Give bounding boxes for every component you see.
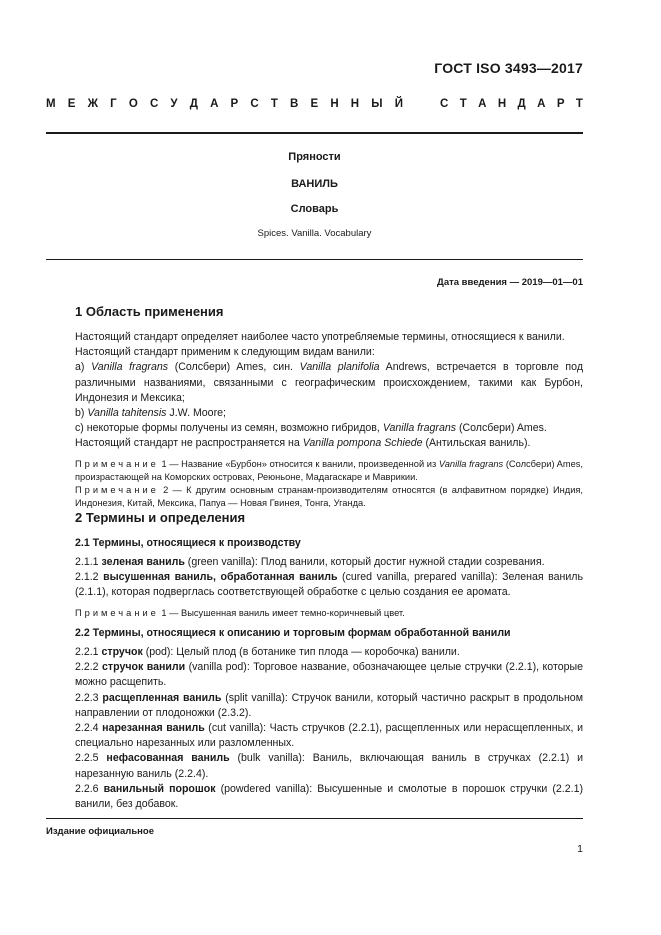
- banner-letter: У: [170, 98, 178, 110]
- term-2-2-5: [75, 751, 583, 781]
- subsection-2-2-heading: 2.2 Термины, относящиеся к описанию и торговым формам обработанной ванили: [75, 627, 511, 639]
- species-name: Vanilla pompona Schiede: [302, 437, 423, 450]
- banner-letter: Р: [556, 98, 565, 110]
- banner-letter: Т: [270, 98, 278, 110]
- term-definition: (pod): Целый плод (в ботанике тип плода — коробочка) ванили.: [142, 646, 460, 658]
- term-2-1-1: [75, 555, 583, 570]
- species-name: Vanilla fragrans: [91, 361, 169, 374]
- banner-letter: Д: [517, 98, 526, 110]
- term-number: 2.2.3: [75, 691, 103, 704]
- section1-body: [75, 330, 583, 510]
- term-name: ванильный порошок: [103, 782, 216, 795]
- interstate-standard-banner: [46, 98, 583, 110]
- banner-letter: Р: [230, 98, 239, 110]
- term-number: 2.2.6: [75, 782, 104, 795]
- title-subtitle: Словарь: [290, 203, 339, 215]
- species-name: Vanilla fragrans: [382, 422, 457, 435]
- item-prefix: b): [75, 407, 88, 420]
- term-number: 2.2.5: [75, 752, 107, 765]
- section1-heading: 1 Область применения: [75, 304, 224, 319]
- term-name: стручок ванили: [102, 661, 186, 674]
- banner-letter: С: [149, 98, 159, 110]
- standard-code: ГОСТ ISO 3493—2017: [434, 60, 583, 76]
- term-2-2-3: [75, 691, 583, 721]
- term-number: 2.1.2: [75, 571, 104, 584]
- item-text: (Солсбери) Ames.: [456, 422, 547, 435]
- scope-paragraph: Настоящий стандарт определяет наиболее часто употребляемые термины, относящиеся к ванили.: [75, 331, 565, 343]
- note-1: [75, 458, 583, 484]
- introduction-date: Дата введения — 2019—01—01: [437, 277, 583, 288]
- species-name: Vanilla planifolia: [299, 361, 380, 374]
- term-name: нарезанная ваниль: [102, 722, 205, 735]
- title-name: ВАНИЛЬ: [291, 178, 338, 190]
- scope-item-c: [75, 421, 583, 436]
- item-prefix: a): [75, 361, 92, 374]
- footer-rule: [46, 818, 583, 819]
- term-name: нефасованная ваниль: [106, 752, 230, 765]
- term-2-2-1: [75, 645, 583, 660]
- banner-letter: А: [210, 98, 219, 110]
- term-number: 2.2.1: [75, 646, 102, 658]
- banner-letter: А: [478, 98, 487, 110]
- banner-letter: М: [46, 98, 56, 110]
- term-definition: (cured vanilla, prepared vanilla): Зеленая ваниль (2.1.1), которая подверглась соответствующей обработке с целью создания ее аромата.: [75, 571, 584, 599]
- item-text: Настоящий стандарт не распространяется на: [75, 437, 303, 450]
- item-text: (Антильская ваниль).: [422, 437, 531, 450]
- subsection-2-1-heading: 2.1 Термины, относящиеся к производству: [75, 537, 301, 549]
- banner-letter: Ж: [87, 98, 98, 110]
- term-definition: (powdered vanilla): Высушенные и смолотые в порошок стручки (2.2.1) ванили, без добавок.: [75, 782, 583, 811]
- title-category: Пряности: [288, 151, 341, 163]
- item-text: J.W. Moore;: [166, 407, 226, 420]
- banner-letter: Й: [394, 98, 403, 110]
- term-2-2-2: [75, 660, 583, 690]
- note-term-2-1-2: [75, 607, 583, 620]
- banner-letter: Т: [575, 98, 583, 110]
- subsection-2-1-body: [75, 555, 583, 620]
- title-rule: [46, 259, 583, 260]
- note-text: 2 — К другим основным странам-производителям относятся (в алфавитном порядке) Индия, Индонезия, Китай, Мексика, Папуа — Новая Гвинея, Тонга, Уганда.: [75, 484, 583, 508]
- banner-letter: С: [250, 98, 259, 110]
- banner-letter: Ы: [371, 98, 383, 110]
- term-definition: (split vanilla): Стручок ванили, который частично раскрыт в продольном направлении от плодоножки (2.3.2).: [75, 691, 583, 719]
- banner-letter: Т: [459, 98, 467, 110]
- note-text: 1 — Высушенная ваниль имеет темно-коричневый цвет.: [158, 607, 405, 618]
- banner-letter: Г: [110, 98, 117, 110]
- banner-letter: Н: [330, 98, 339, 110]
- term-number: 2.1.1: [75, 556, 102, 568]
- item-text: (Солсбери) Ames, син.: [168, 361, 300, 374]
- item-text: c) некоторые формы получены из семян, возможно гибридов,: [75, 422, 383, 435]
- item-text: Andrews, встречается в торговле под различными названиями, связанными с географическим происхождением, такими как Бурбон, Индонезия и Мексика;: [75, 361, 584, 404]
- term-definition: (vanilla pod): Торговое название, обозначающее целые стручки (2.2.1), которые можно расщепить.: [75, 661, 583, 689]
- term-name: стручок: [101, 646, 143, 658]
- section2-heading: 2 Термины и определения: [75, 510, 246, 525]
- term-name: расщепленная ваниль: [102, 691, 222, 704]
- banner-letter: Е: [67, 98, 76, 110]
- note-text: (Солсбери) Ames, произрастающей на Коморских островах, Реюньоне, Мадагаскаре и Маврикии.: [75, 458, 584, 482]
- species-name: Vanilla tahitensis: [87, 407, 167, 420]
- scope-item-b: [75, 406, 583, 421]
- term-definition: (bulk vanilla): Ваниль, включающая ваниль в стручках (2.2.1) и нарезанную ваниль (2.2.4).: [75, 752, 583, 780]
- banner-letter: В: [290, 98, 299, 110]
- note-2: [75, 484, 583, 510]
- scope-paragraph: Настоящий стандарт применим к следующим видам ванили:: [75, 346, 375, 359]
- title-english: Spices. Vanilla. Vocabulary: [257, 228, 372, 239]
- banner-letter: А: [537, 98, 546, 110]
- scope-exclusion: [75, 436, 583, 451]
- banner-letter: Д: [189, 98, 198, 110]
- page-number: 1: [577, 843, 583, 855]
- note-label: Примечание: [75, 484, 159, 495]
- note-text: 1 — Название «Бурбон» относится к ванили, произведенной из: [158, 458, 439, 469]
- subsection-2-2-body: [75, 645, 583, 812]
- note-label: Примечание: [75, 607, 159, 618]
- term-number: 2.2.2: [75, 661, 103, 674]
- banner-letter: С: [440, 98, 449, 110]
- species-name: Vanilla fragrans: [438, 458, 504, 469]
- term-2-1-2: [75, 570, 583, 600]
- official-edition-label: Издание официальное: [46, 826, 154, 837]
- note-label: Примечание: [75, 458, 159, 469]
- banner-letter: Е: [310, 98, 319, 110]
- banner-letter: Н: [497, 98, 507, 110]
- term-definition: (green vanilla): Плод ванили, который достиг нужной стадии созревания.: [184, 556, 545, 568]
- term-definition: (cut vanilla): Часть стручков (2.2.1), расщепленных или нерасщепленных, и специально нарезанных или разломленных.: [75, 722, 583, 750]
- interstate-word: [46, 98, 403, 110]
- term-number: 2.2.4: [75, 722, 103, 735]
- scope-item-a: [75, 360, 583, 406]
- banner-letter: Н: [350, 98, 360, 110]
- header-rule: [46, 132, 583, 134]
- standard-word: [440, 98, 583, 110]
- term-2-2-6: [75, 782, 583, 812]
- term-name: зеленая ваниль: [101, 556, 185, 568]
- banner-letter: О: [128, 98, 138, 110]
- term-name: высушенная ваниль, обработанная ваниль: [103, 571, 338, 584]
- term-2-2-4: [75, 721, 583, 751]
